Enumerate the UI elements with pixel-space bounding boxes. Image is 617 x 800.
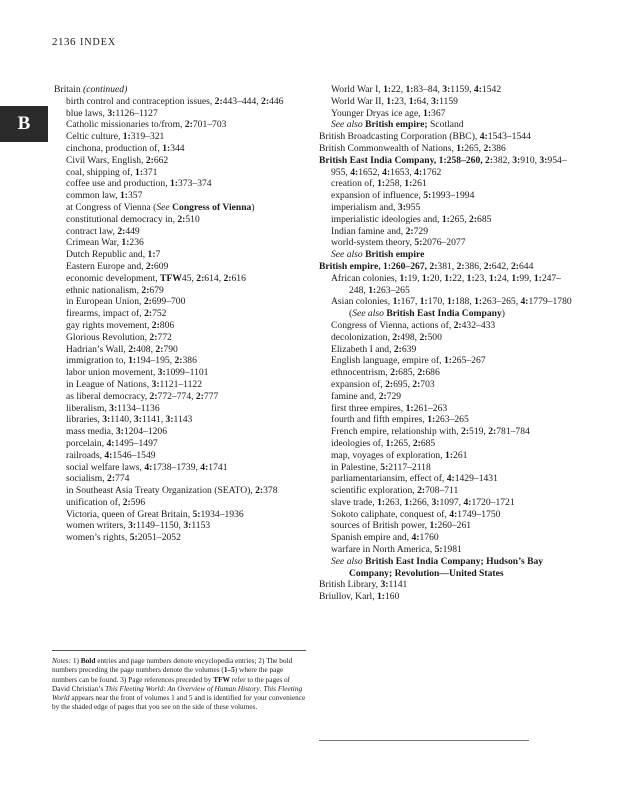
index-entry: Congress of Vienna, actions of, 2:432–433	[331, 319, 496, 331]
index-heading: Britain (continued)	[54, 84, 128, 95]
index-entry: See also British East India Company; Hudson’s Bay Company; Revolution—United States	[331, 555, 544, 579]
index-entry: Dutch Republic and, 1:7	[66, 249, 161, 261]
index-entry: in European Union, 2:699–700	[66, 296, 186, 308]
index-entry: World War II, 1:23, 1:64, 3:1159	[331, 95, 458, 107]
notes-box: Notes: 1) Bold entries and page numbers denote encyclopedia entries; 2) The bold numbers preceding the page numbers denote the volumes (1–5) where the page numbers can be found. 3) Page references preceded by TFW refer to the pages of David Christian’s This Fleeting World: An Overview of Human History. This Fleeting World appears near the front of volumes 1 and 5 and is identified for your convenience by the shaded edge of pages that you see on the side of these volumes.	[52, 650, 306, 712]
index-entry: See also British empire; Scotland	[331, 119, 464, 131]
index-entry: imperialism and, 3:955	[331, 201, 421, 213]
index-entry: labor union movement, 3:1099–1101	[66, 367, 209, 379]
index-entry: contract law, 2:449	[66, 225, 140, 237]
index-entry: blue laws, 3:1126–1127	[66, 107, 158, 119]
index-entry: Hadrian’s Wall, 2:408, 2:790	[66, 343, 178, 355]
index-entry: railroads, 4:1546–1549	[66, 449, 156, 461]
index-entry: immigration to, 1:194–195, 2:386	[66, 355, 197, 367]
page-number: 2136	[52, 36, 76, 48]
index-entry: English language, empire of, 1:265–267	[331, 355, 486, 367]
index-entry: cinchona, production of, 1:344	[66, 142, 185, 154]
index-entry: in Palestine, 5:2117–2118	[331, 461, 431, 473]
index-entry: world-system theory, 5:2076–2077	[331, 237, 466, 249]
index-entry: Eastern Europe and, 2:609	[66, 260, 169, 272]
index-entry: Sokoto caliphate, conquest of, 4:1749–1750	[331, 508, 501, 520]
index-entry: creation of, 1:258, 1:261	[331, 178, 427, 190]
index-heading: Briullov, Karl, 1:160	[319, 591, 400, 603]
index-entry: social welfare laws, 4:1738–1739, 4:1741	[66, 461, 228, 473]
letter-tab: B	[0, 106, 48, 142]
index-entry: ideologies of, 1:265, 2:685	[331, 437, 436, 449]
index-entry: Victoria, queen of Great Britain, 5:1934–1936	[66, 508, 244, 520]
index-heading: British Library, 3:1141	[319, 579, 408, 591]
index-entry: gay rights movement, 2:806	[66, 319, 175, 331]
index-heading: British East India Company, 1:258–260, 2:382, 3:910, 3:954–955, 4:1652, 4:1653, 4:1762	[319, 154, 567, 178]
index-entry: common law, 1:357	[66, 190, 143, 202]
index-entry: at Congress of Vienna (See Congress of Vienna)	[66, 201, 255, 213]
index-entry: in League of Nations, 3:1121–1122	[66, 378, 202, 390]
index-entry: Indian famine and, 2:729	[331, 225, 428, 237]
index-entry: ethnic nationalism, 2:679	[66, 284, 164, 296]
index-entry: sources of British power, 1:260–261	[331, 520, 472, 532]
index-entry: birth control and contraception issues, 2:443–444, 2:446	[66, 95, 284, 107]
index-entry: women’s rights, 5:2051–2052	[66, 532, 181, 544]
column-end-rule	[319, 740, 529, 741]
index-entry: Asian colonies, 1:167, 1:170, 1:188, 1:263–265, 4:1779–1780 (See also British East India Company)	[331, 296, 572, 320]
index-entry: economic development, TFW45, 2:614, 2:616	[66, 272, 246, 284]
left-column	[54, 84, 306, 544]
index-entry: Elizabeth I and, 2:639	[331, 343, 417, 355]
index-entry: first three empires, 1:261–263	[331, 402, 448, 414]
index-entry: parliamentariansim, effect of, 4:1429–1431	[331, 473, 498, 485]
index-entry: women writers, 3:1149–1150, 3:1153	[66, 520, 211, 532]
running-header	[52, 37, 116, 49]
index-entry: Celtic culture, 1:319–321	[66, 131, 165, 143]
index-entry: as liberal democracy, 2:772–774, 2:777	[66, 390, 219, 402]
index-entry: coffee use and production, 1:373–374	[66, 178, 212, 190]
index-entry: Spanish empire and, 4:1760	[331, 532, 439, 544]
index-entry: mass media, 3:1204–1206	[66, 426, 167, 438]
index-entry: French empire, relationship with, 2:519, 2:781–784	[331, 426, 530, 438]
index-entry: slave trade, 1:263, 1:266, 3:1097, 4:1720–1721	[331, 496, 515, 508]
right-column	[319, 84, 577, 603]
index-entry: famine and, 2:729	[331, 390, 402, 402]
index-entry: in Southeast Asia Treaty Organization (SEATO), 2:378	[66, 485, 278, 497]
index-entry: expansion of, 2:695, 2:703	[331, 378, 435, 390]
index-entry: See also British empire	[331, 249, 425, 261]
index-entry: imperialistic ideologies and, 1:265, 2:685	[331, 213, 492, 225]
index-entry: Civil Wars, English, 2:662	[66, 154, 169, 166]
index-entry: liberalism, 3:1134–1136	[66, 402, 160, 414]
index-entry: expansion of influence, 5:1993–1994	[331, 190, 475, 202]
index-entry: map, voyages of exploration, 1:261	[331, 449, 468, 461]
index-entry: libraries, 3:1140, 3:1141, 3:1143	[66, 414, 193, 426]
index-entry: decolonization, 2:498, 2:500	[331, 331, 442, 343]
index-entry: porcelain, 4:1495–1497	[66, 437, 158, 449]
index-heading: British empire, 1:260–267, 2:381, 2:386, 2:642, 2:644	[319, 260, 534, 272]
index-entry: scientific exploration, 2:708–711	[331, 485, 459, 497]
index-entry: socialism, 2:774	[66, 473, 130, 485]
index-entry: ethnocentrism, 2:685, 2:686	[331, 367, 440, 379]
index-heading: British Commonwealth of Nations, 1:265, 2:386	[319, 142, 506, 154]
index-entry: warfare in North America, 5:1981	[331, 544, 462, 556]
index-heading: British Broadcasting Corporation (BBC), 4:1543–1544	[319, 131, 531, 143]
index-entry: Catholic missionaries to/from, 2:701–703	[66, 119, 227, 131]
index-entry: African colonies, 1:19, 1:20, 1:22, 1:23, 1:24, 1:99, 1:247–248, 1:263–265	[331, 272, 561, 296]
index-entry: unification of, 2:596	[66, 496, 146, 508]
index-entry: firearms, impact of, 2:752	[66, 308, 167, 320]
index-entry: coal, shipping of, 1:371	[66, 166, 158, 178]
index-entry: constitutional democracy in, 2:510	[66, 213, 200, 225]
section-title: INDEX	[80, 37, 117, 48]
index-entry: fourth and fifth empires, 1:263–265	[331, 414, 469, 426]
index-entry: Glorious Revolution, 2:772	[66, 331, 172, 343]
index-entry: Younger Dryas ice age, 1:367	[331, 107, 446, 119]
index-entry: Crimean War, 1:236	[66, 237, 144, 249]
index-entry: World War I, 1:22, 1:83–84, 3:1159, 4:1542	[331, 84, 502, 95]
